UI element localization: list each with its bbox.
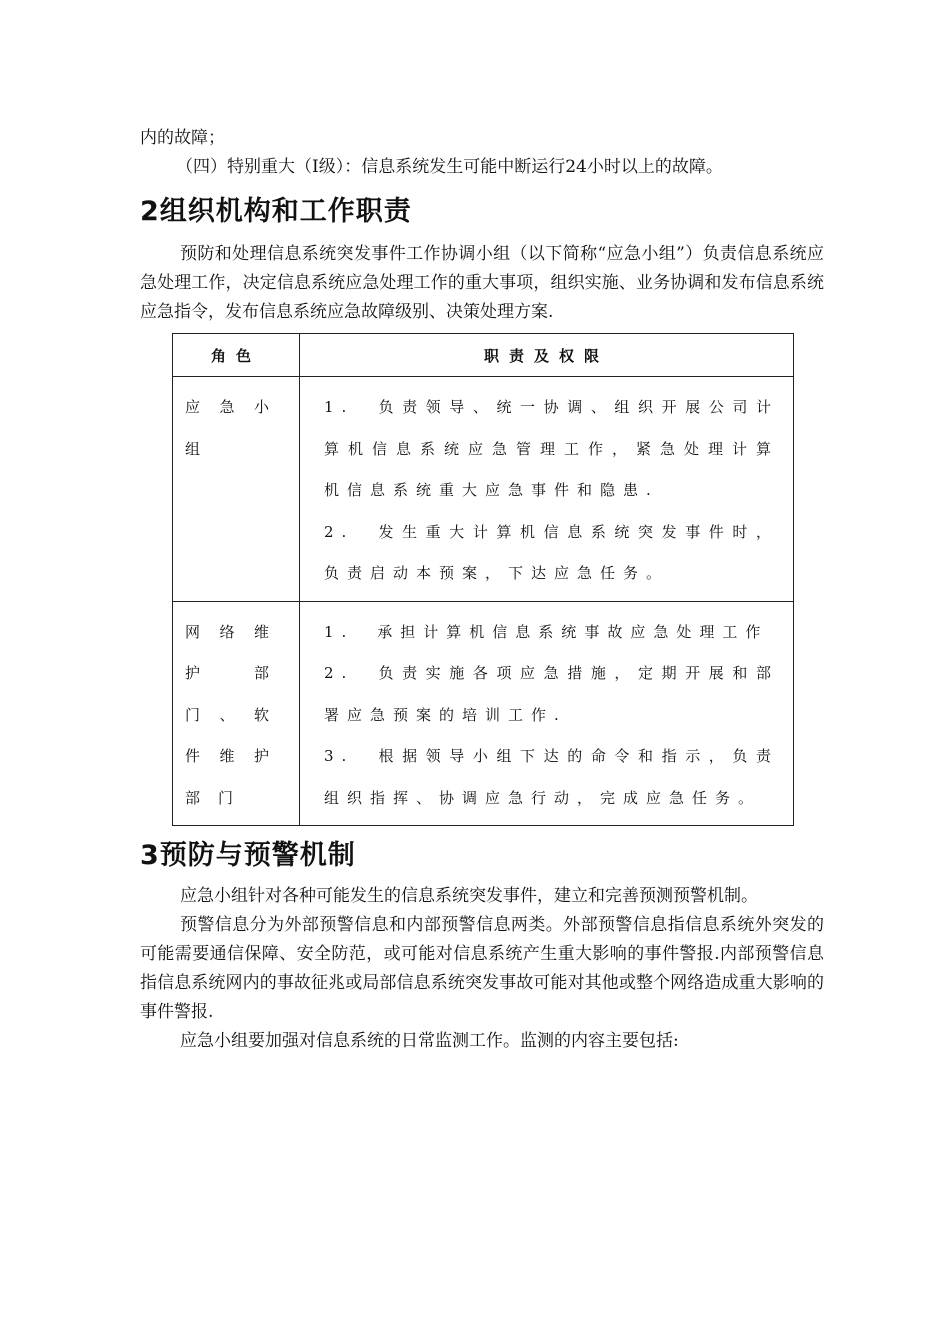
duty-item: 1. 负责领导、统一协调、组织开展公司计算机信息系统应急管理工作，紧急处理计算机信息系统重大应急事件和隐患.: [324, 398, 779, 499]
section-3-heading: 3预防与预警机制: [140, 840, 356, 871]
section-3-body: [140, 882, 824, 1056]
role-cell: [173, 601, 300, 826]
paragraph: 应急小组要加强对信息系统的日常监测工作。监测的内容主要包括:: [180, 1031, 679, 1051]
role-name: 网络维护部门、软件维护部门: [185, 622, 287, 807]
document-page: [140, 124, 824, 1056]
role-name: 应急小组: [185, 398, 287, 458]
header-duties: 职责及权限: [300, 334, 794, 377]
table-header-row: [173, 334, 794, 377]
duty-item: 1. 承担计算机信息系统事故应急处理工作: [324, 622, 769, 641]
duties-cell: [300, 377, 794, 602]
section-2-heading: 2组织机构和工作职责: [140, 196, 412, 227]
duty-item: 3. 根据领导小组下达的命令和指示，负责组织指挥、协调应急行动，完成应急任务。: [324, 747, 779, 807]
paragraph: 预警信息分为外部预警信息和内部预警信息两类。外部预警信息指信息系统外突发的可能需要通信保障、安全防范，或可能对信息系统产生重大影响的事件警报.内部预警信息指信息系统网内的事故征兆或局部信息系统突发事故可能对其他或整个网络造成重大影响的事件警报.: [140, 915, 824, 1022]
duties-cell: [300, 601, 794, 826]
section-2-intro: 预防和处理信息系统突发事件工作协调小组（以下简称“应急小组”）负责信息系统应急处理工作，决定信息系统应急处理工作的重大事项，组织实施、业务协调和发布信息系统应急指令，发布信息系统应急故障级别、决策处理方案.: [140, 244, 824, 322]
roles-table: [172, 333, 794, 826]
severity-level-4: （四）特别重大（Ⅰ级）：信息系统发生可能中断运行24小时以上的故障。: [176, 157, 723, 177]
duty-item: 2. 发生重大计算机信息系统突发事件时，负责启动本预案，下达应急任务。: [324, 522, 779, 582]
duty-item: 2. 负责实施各项应急措施，定期开展和部署应急预案的培训工作.: [324, 664, 779, 724]
paragraph: 应急小组针对各种可能发生的信息系统突发事件，建立和完善预测预警机制。: [180, 886, 758, 906]
role-cell: [173, 377, 300, 602]
continued-text: 内的故障；: [140, 128, 225, 148]
header-role: 角色: [173, 334, 300, 377]
table-row: [173, 601, 794, 826]
table-row: [173, 377, 794, 602]
